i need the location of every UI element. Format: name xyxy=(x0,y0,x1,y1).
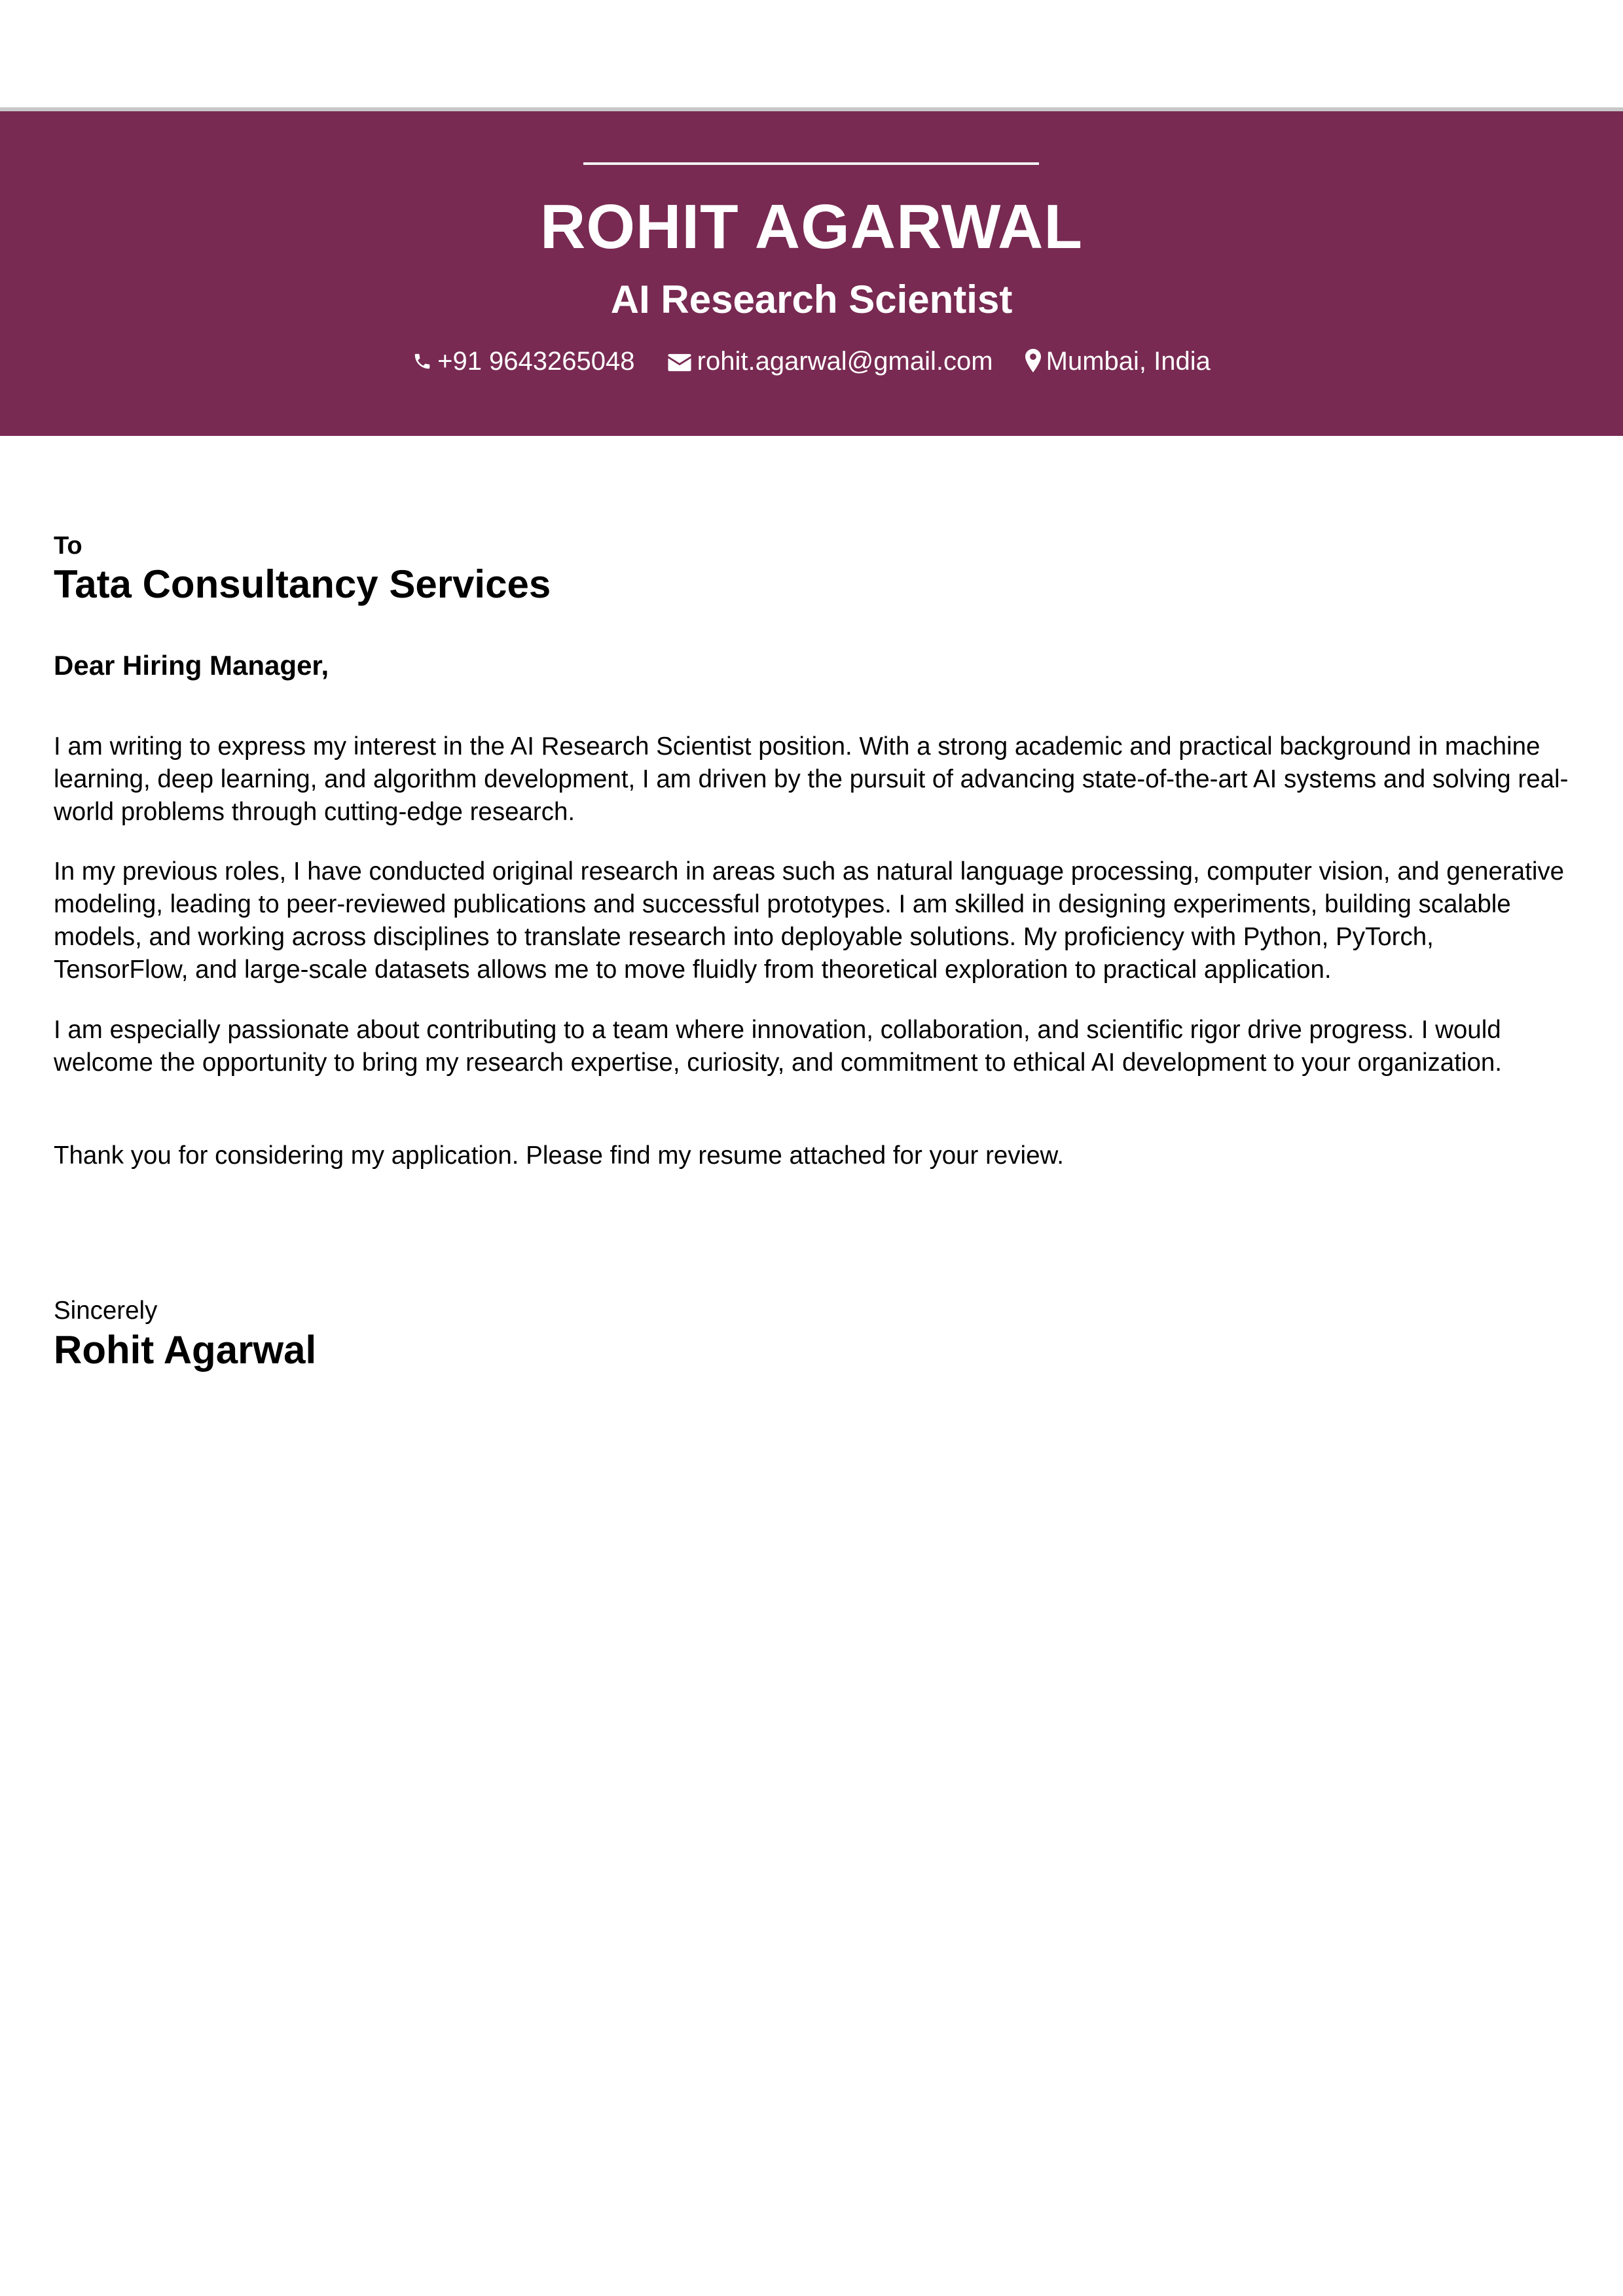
to-label: To xyxy=(54,532,82,560)
contact-email xyxy=(667,346,993,380)
signature-name: Rohit Agarwal xyxy=(54,1328,317,1372)
body-paragraph-4: Thank you for considering my application. Please find my resume attached for your review. xyxy=(54,1141,1064,1170)
phone-icon xyxy=(412,348,432,380)
header-accent-line xyxy=(583,162,1039,165)
contact-phone-text: +91 9643265048 xyxy=(437,347,635,376)
body-paragraph-2: In my previous roles, I have conducted original research in areas such as natural language processing, computer vision, and generative modeling, leading to peer-reviewed publications and successful prototypes. I am skilled in designing experiments, building scalable models, and working across disciplines to translate research into deployable solutions. My proficiency with Python, PyTorch, TensorFlow, and large-scale datasets allows me to move fluidly from theoretical exploration to practical application. xyxy=(54,857,1565,984)
applicant-job-title: AI Research Scientist xyxy=(610,278,1013,321)
salutation: Dear Hiring Manager, xyxy=(54,650,329,681)
contact-location-text: Mumbai, India xyxy=(1046,347,1211,376)
contact-location xyxy=(1025,346,1211,380)
body-paragraph-3: I am especially passionate about contributing to a team where innovation, collaboration, and scientific rigor drive progress. I would welcome the opportunity to bring my research expertise, curiosity, and commitment to ethical AI development to your organization. xyxy=(54,1016,1502,1077)
closing-phrase: Sincerely xyxy=(54,1297,158,1325)
applicant-name: ROHIT AGARWAL xyxy=(540,192,1083,262)
contact-phone xyxy=(412,346,634,380)
header-banner xyxy=(0,111,1623,436)
body-paragraph-1: I am writing to express my interest in the AI Research Scientist position. With a strong academic and practical background in machine learning, deep learning, and algorithm development, I am driven by the pursuit of advancing state-of-the-art AI systems and solving real-world problems through cutting-edge research. xyxy=(54,732,1569,826)
map-marker-icon xyxy=(1025,348,1041,380)
recipient-company: Tata Consultancy Services xyxy=(54,562,551,606)
contact-bar xyxy=(0,346,1623,380)
envelope-icon xyxy=(667,348,692,380)
contact-email-text: rohit.agarwal@gmail.com xyxy=(697,347,993,376)
